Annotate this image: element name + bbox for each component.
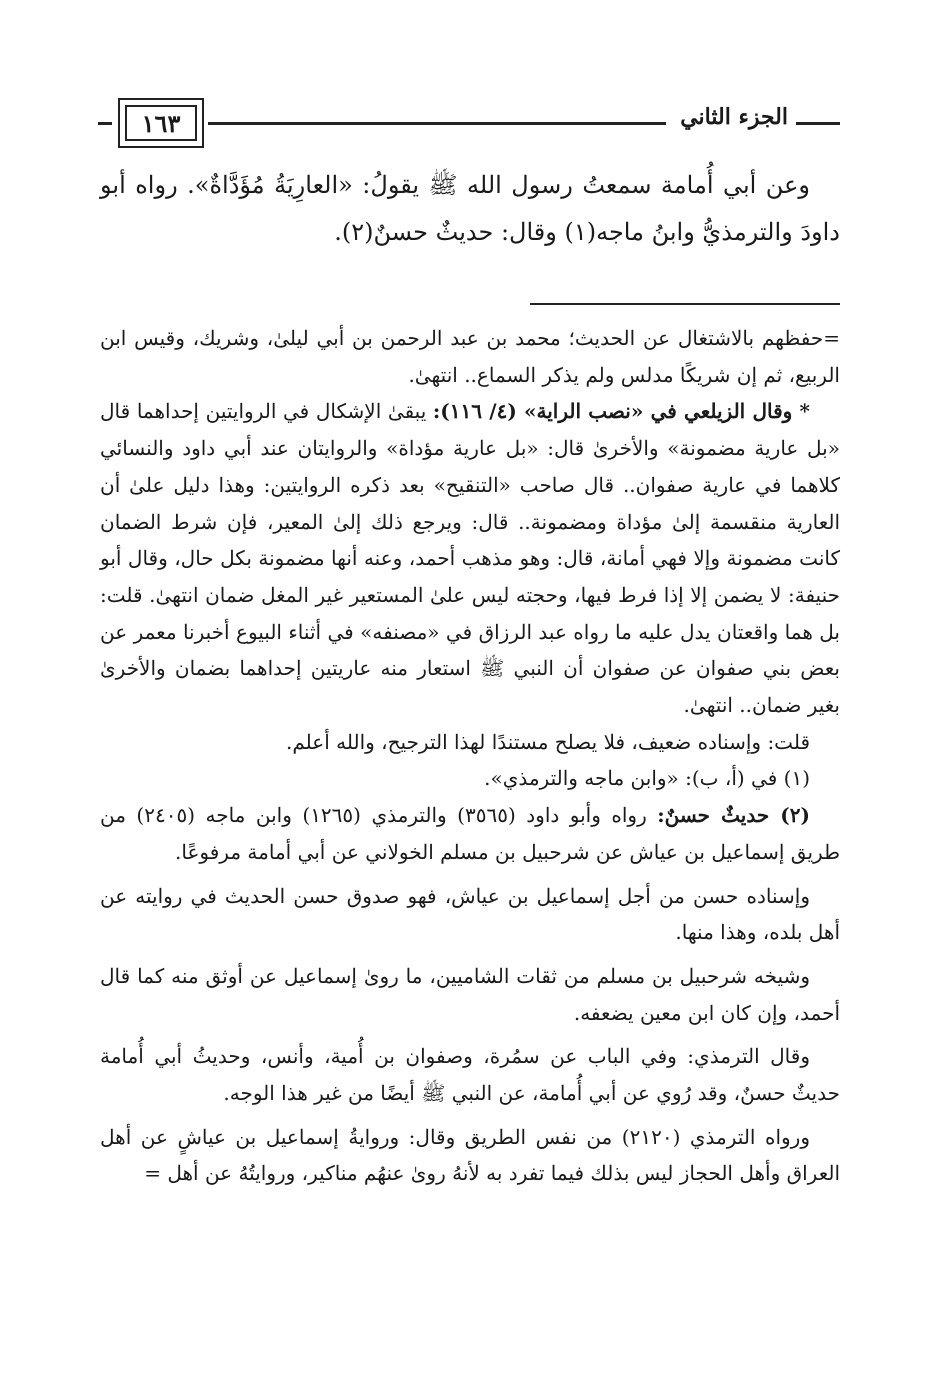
footnote-2-lead: (٢) حديثٌ حسنٌ: [657, 803, 810, 828]
footnote-2-body: رواه وأبو داود (٣٥٦٥) والترمذي (١٢٦٥) وابن ماجه (٢٤٠٥) من طريق إسماعيل بن عياش عن شرحبيل بن مسلم الخولاني عن أبي أمامة مرفوعًا. [100, 803, 840, 864]
header-rule-left [98, 122, 112, 125]
page-title: الجزء الثاني [680, 104, 788, 130]
zaylai-paragraph [100, 393, 840, 723]
zaylai-lead: * وقال الزيلعي في «نصب الراية» (٤/ ١١٦): [432, 399, 810, 424]
page-number-inner-frame [125, 105, 197, 141]
footnote-1: (١) في (أ، ب): «وابن ماجه والترمذي». [484, 766, 810, 791]
page-number: ١٦٣ [141, 108, 181, 138]
isnad-paragraph: وإسناده حسن من أجل إسماعيل بن عياش، فهو صدوق حسن الحديث في روايته عن أهل بلده، وهذا منها. [100, 883, 840, 945]
hadith-paragraph: وعن أبي أُمامة سمعتُ رسول الله ﷺ يقولُ: «العارِيَةُ مُؤَدَّاةٌ». رواه أبو داودَ والترمذيُّ وابنُ ماجه(١) وقال: حديثٌ حسنٌ(٢). [100, 171, 840, 246]
tirmidhi-paragraph: وقال الترمذي: وفي الباب عن سمُرة، وصفوان بن أُمية، وأنس، وحديثُ أبي أُمامة حديثٌ حسنٌ، وقد رُوي عن أبي أُمامة، عن النبي ﷺ أيضًا من غير هذا الوجه. [100, 1044, 840, 1106]
main-text [100, 162, 840, 256]
continuation-paragraph: =حفظهم بالاشتغال عن الحديث؛ محمد بن عبد الرحمن بن أبي ليلىٰ، وشريك، وقيس ابن الربيع، ثم إن شريكًا مدلس ولم يذكر السماع.. انتهىٰ. [100, 326, 840, 387]
comment-paragraph: قلت: وإسناده ضعيف، فلا يصلح مستندًا لهذا الترجيح، والله أعلم. [286, 729, 810, 754]
footnotes-section [100, 320, 840, 1192]
tirmidhi-2120-paragraph: ورواه الترمذي (٢١٢٠) من نفس الطريق وقال: وروايةُ إسماعيل بن عياشٍ عن أهل العراق وأهل الحجاز ليس بذلك فيما تفرد به لأنهُ روىٰ عنهُم مناكير، وروايتُهُ عن أهل = [100, 1124, 840, 1186]
page-header [98, 96, 840, 152]
header-rule-middle [208, 122, 666, 125]
footnote-2 [100, 797, 840, 870]
page-number-frame [118, 98, 204, 148]
zaylai-body: يبقىٰ الإشكال في الروايتين إحداهما قال «بل عارية مضمونة» والأخرىٰ قال: «بل عارية مؤداة» والروايتان عند أبي داود والنسائي كلاهما في عارية صفوان.. قال صاحب «التنقيح» بعد ذكره الروايتين: وهذا دليل علىٰ أن العارية منقسمة إلىٰ مؤداة ومضمونة.. قال: ويرجع ذلك إلىٰ المعير، فإن شرط الضمان كانت مضمونة وإلا فهي أمانة، قال: وهو مذهب أحمد، وعنه أنها مضمونة بكل حال، وقال أبو حنيفة: لا يضمن إلا إذا فرط فيها، وحجته ليس علىٰ المستعير غير المغل ضمان انتهىٰ. قلت: بل هما واقعتان يدل عليه ما رواه عبد الرزاق في «مصنفه» في أثناء البيوع أخبرنا معمر عن بعض بني صفوان عن صفوان أن النبي ﷺ استعار منه عاريتين إحداهما بضمان والأخرىٰ بغير ضمان.. انتهىٰ. [100, 399, 841, 718]
header-rule-right [796, 122, 840, 125]
footnote-separator [530, 303, 840, 305]
shaykh-paragraph: وشيخه شرحبيل بن مسلم من ثقات الشاميين، ما روىٰ إسماعيل عن أوثق منه كما قال أحمد، وإن كان ابن معين يضعفه. [100, 963, 840, 1025]
